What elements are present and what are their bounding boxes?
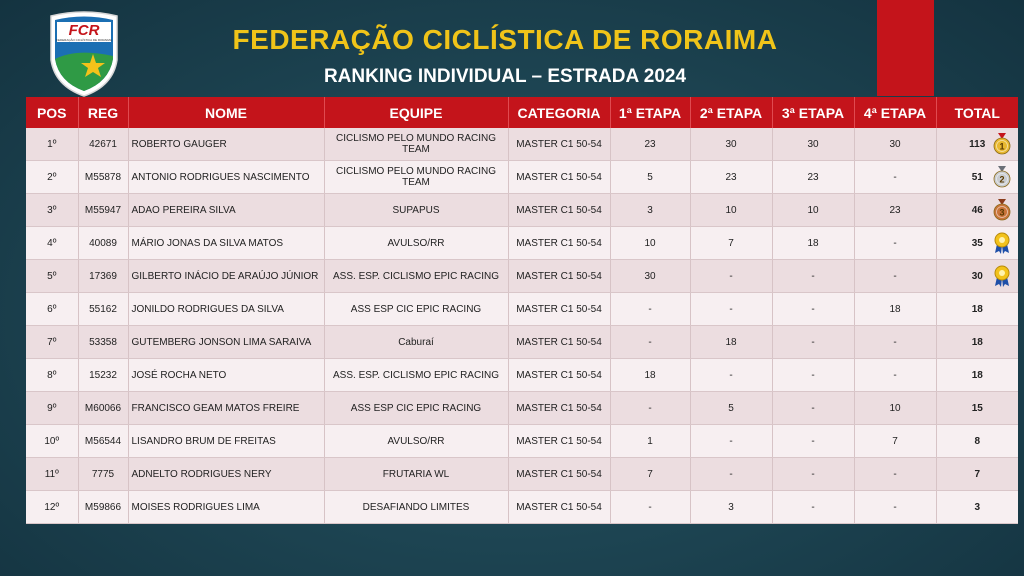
stage2-cell: -	[690, 260, 772, 293]
team-cell: SUPAPUS	[324, 194, 508, 227]
stage1-cell: 23	[610, 128, 690, 161]
name-cell: GILBERTO INÁCIO DE ARAÚJO JÚNIOR	[128, 260, 324, 293]
total-cell	[936, 491, 1018, 524]
total-cell	[936, 326, 1018, 359]
team-cell: AVULSO/RR	[324, 227, 508, 260]
stage4-cell: 30	[854, 128, 936, 161]
stage1-cell: 30	[610, 260, 690, 293]
table-body	[26, 128, 1018, 524]
stage2-cell: -	[690, 425, 772, 458]
team-cell: ASS. ESP. CICLISMO EPIC RACING	[324, 260, 508, 293]
position-cell: 9º	[26, 392, 78, 425]
stage3-cell: -	[772, 260, 854, 293]
column-header: NOME	[128, 97, 324, 128]
logo-subtext: FEDERAÇÃO CICLÍSTICA DE RORAIMA	[56, 38, 112, 42]
category-cell: MASTER C1 50-54	[508, 161, 610, 194]
category-cell: MASTER C1 50-54	[508, 491, 610, 524]
stage2-cell: 18	[690, 326, 772, 359]
category-cell: MASTER C1 50-54	[508, 392, 610, 425]
name-cell: ADNELTO RODRIGUES NERY	[128, 458, 324, 491]
silver-medal-icon	[992, 166, 1012, 188]
team-cell: AVULSO/RR	[324, 425, 508, 458]
name-cell: GUTEMBERG JONSON LIMA SARAIVA	[128, 326, 324, 359]
column-header: 2ª ETAPA	[690, 97, 772, 128]
reg-cell: 15232	[78, 359, 128, 392]
name-cell: JONILDO RODRIGUES DA SILVA	[128, 293, 324, 326]
total-value: 35	[971, 237, 983, 249]
category-cell: MASTER C1 50-54	[508, 128, 610, 161]
reg-cell: 7775	[78, 458, 128, 491]
name-cell: LISANDRO BRUM DE FREITAS	[128, 425, 324, 458]
table-row	[26, 260, 1018, 293]
name-cell: ADAO PEREIRA SILVA	[128, 194, 324, 227]
table-row	[26, 227, 1018, 260]
reg-cell: M55947	[78, 194, 128, 227]
stage2-cell: -	[690, 359, 772, 392]
total-cell	[936, 458, 1018, 491]
stage4-cell: 10	[854, 392, 936, 425]
total-value: 51	[971, 171, 983, 183]
column-header: CATEGORIA	[508, 97, 610, 128]
name-cell: ROBERTO GAUGER	[128, 128, 324, 161]
stage3-cell: 23	[772, 161, 854, 194]
total-value: 15	[971, 402, 983, 414]
category-cell: MASTER C1 50-54	[508, 260, 610, 293]
stage3-cell: -	[772, 359, 854, 392]
reg-cell: 53358	[78, 326, 128, 359]
total-cell	[936, 293, 1018, 326]
column-header: 4ª ETAPA	[854, 97, 936, 128]
stage1-cell: 18	[610, 359, 690, 392]
reg-cell: M56544	[78, 425, 128, 458]
stage4-cell: -	[854, 260, 936, 293]
stage1-cell: -	[610, 491, 690, 524]
column-header: 1ª ETAPA	[610, 97, 690, 128]
table-header-row	[26, 97, 1018, 128]
stage3-cell: 30	[772, 128, 854, 161]
ranking-table	[26, 97, 1018, 524]
stage2-cell: 23	[690, 161, 772, 194]
team-cell: Caburaí	[324, 326, 508, 359]
category-cell: MASTER C1 50-54	[508, 326, 610, 359]
svg-text:1: 1	[999, 141, 1005, 152]
position-cell: 2º	[26, 161, 78, 194]
total-value: 8	[974, 435, 981, 447]
total-cell	[936, 425, 1018, 458]
svg-text:2: 2	[999, 174, 1005, 185]
table-row	[26, 293, 1018, 326]
position-cell: 3º	[26, 194, 78, 227]
total-value: 18	[971, 336, 983, 348]
table-row	[26, 326, 1018, 359]
column-header: REG	[78, 97, 128, 128]
category-cell: MASTER C1 50-54	[508, 458, 610, 491]
position-cell: 6º	[26, 293, 78, 326]
total-cell	[936, 227, 1018, 260]
total-cell	[936, 194, 1018, 227]
stage2-cell: 5	[690, 392, 772, 425]
stage2-cell: -	[690, 293, 772, 326]
stage4-cell: -	[854, 227, 936, 260]
stage1-cell: 3	[610, 194, 690, 227]
position-cell: 4º	[26, 227, 78, 260]
total-value: 18	[971, 303, 983, 315]
column-header: POS	[26, 97, 78, 128]
team-cell: CICLISMO PELO MUNDO RACING TEAM	[324, 128, 508, 161]
column-header: 3ª ETAPA	[772, 97, 854, 128]
stage4-cell: -	[854, 161, 936, 194]
column-header: TOTAL	[936, 97, 1018, 128]
stage3-cell: 10	[772, 194, 854, 227]
stage2-cell: 30	[690, 128, 772, 161]
ribbon-medal-icon	[992, 265, 1012, 287]
stage4-cell: 23	[854, 194, 936, 227]
category-cell: MASTER C1 50-54	[508, 359, 610, 392]
logo-text: FCR	[68, 22, 100, 39]
category-cell: MASTER C1 50-54	[508, 293, 610, 326]
position-cell: 12º	[26, 491, 78, 524]
name-cell: ANTONIO RODRIGUES NASCIMENTO	[128, 161, 324, 194]
name-cell: MÁRIO JONAS DA SILVA MATOS	[128, 227, 324, 260]
stage2-cell: 7	[690, 227, 772, 260]
name-cell: FRANCISCO GEAM MATOS FREIRE	[128, 392, 324, 425]
table-row	[26, 128, 1018, 161]
total-cell	[936, 260, 1018, 293]
stage3-cell: -	[772, 392, 854, 425]
stage3-cell: -	[772, 293, 854, 326]
name-cell: MOISES RODRIGUES LIMA	[128, 491, 324, 524]
stage4-cell: -	[854, 326, 936, 359]
total-value: 7	[974, 468, 981, 480]
page-subtitle: RANKING INDIVIDUAL – ESTRADA 2024	[323, 66, 687, 87]
position-cell: 10º	[26, 425, 78, 458]
position-cell: 8º	[26, 359, 78, 392]
stage2-cell: -	[690, 458, 772, 491]
stage3-cell: -	[772, 425, 854, 458]
position-cell: 11º	[26, 458, 78, 491]
category-cell: MASTER C1 50-54	[508, 425, 610, 458]
stage4-cell: -	[854, 458, 936, 491]
reg-cell: 42671	[78, 128, 128, 161]
table-row	[26, 491, 1018, 524]
column-header: EQUIPE	[324, 97, 508, 128]
total-value: 46	[971, 204, 983, 216]
team-cell: ASS. ESP. CICLISMO EPIC RACING	[324, 359, 508, 392]
svg-text:3: 3	[999, 207, 1005, 218]
total-value: 3	[974, 501, 981, 513]
stage2-cell: 10	[690, 194, 772, 227]
team-cell: ASS ESP CIC EPIC RACING	[324, 293, 508, 326]
stage4-cell: 7	[854, 425, 936, 458]
team-cell: FRUTARIA WL	[324, 458, 508, 491]
position-cell: 1º	[26, 128, 78, 161]
stage4-cell: -	[854, 359, 936, 392]
table-row	[26, 425, 1018, 458]
team-cell: ASS ESP CIC EPIC RACING	[324, 392, 508, 425]
stage1-cell: -	[610, 326, 690, 359]
gold-medal-icon	[992, 133, 1012, 155]
stage3-cell: -	[772, 491, 854, 524]
total-cell	[936, 128, 1018, 161]
total-value: 18	[971, 369, 983, 381]
stage1-cell: 7	[610, 458, 690, 491]
bronze-medal-icon	[992, 199, 1012, 221]
total-value: 30	[971, 270, 983, 282]
table-row	[26, 458, 1018, 491]
ribbon-medal-icon	[992, 232, 1012, 254]
reg-cell: 17369	[78, 260, 128, 293]
reg-cell: M55878	[78, 161, 128, 194]
stage1-cell: -	[610, 293, 690, 326]
stage2-cell: 3	[690, 491, 772, 524]
position-cell: 7º	[26, 326, 78, 359]
name-cell: JOSÉ ROCHA NETO	[128, 359, 324, 392]
category-cell: MASTER C1 50-54	[508, 227, 610, 260]
reg-cell: 55162	[78, 293, 128, 326]
stage1-cell: -	[610, 392, 690, 425]
table-row	[26, 359, 1018, 392]
stage1-cell: 10	[610, 227, 690, 260]
stage3-cell: -	[772, 458, 854, 491]
total-cell	[936, 392, 1018, 425]
team-cell: DESAFIANDO LIMITES	[324, 491, 508, 524]
reg-cell: 40089	[78, 227, 128, 260]
stage1-cell: 5	[610, 161, 690, 194]
reg-cell: M59866	[78, 491, 128, 524]
stage4-cell: -	[854, 491, 936, 524]
position-cell: 5º	[26, 260, 78, 293]
table-row	[26, 194, 1018, 227]
stage4-cell: 18	[854, 293, 936, 326]
category-cell: MASTER C1 50-54	[508, 194, 610, 227]
reg-cell: M60066	[78, 392, 128, 425]
team-cell: CICLISMO PELO MUNDO RACING TEAM	[324, 161, 508, 194]
stage1-cell: 1	[610, 425, 690, 458]
total-cell	[936, 161, 1018, 194]
total-value: 113	[969, 138, 986, 150]
page-title: FEDERAÇÃO CICLÍSTICA DE RORAIMA	[232, 24, 778, 55]
total-cell	[936, 359, 1018, 392]
table-row	[26, 392, 1018, 425]
stage3-cell: -	[772, 326, 854, 359]
stage3-cell: 18	[772, 227, 854, 260]
table-row	[26, 161, 1018, 194]
